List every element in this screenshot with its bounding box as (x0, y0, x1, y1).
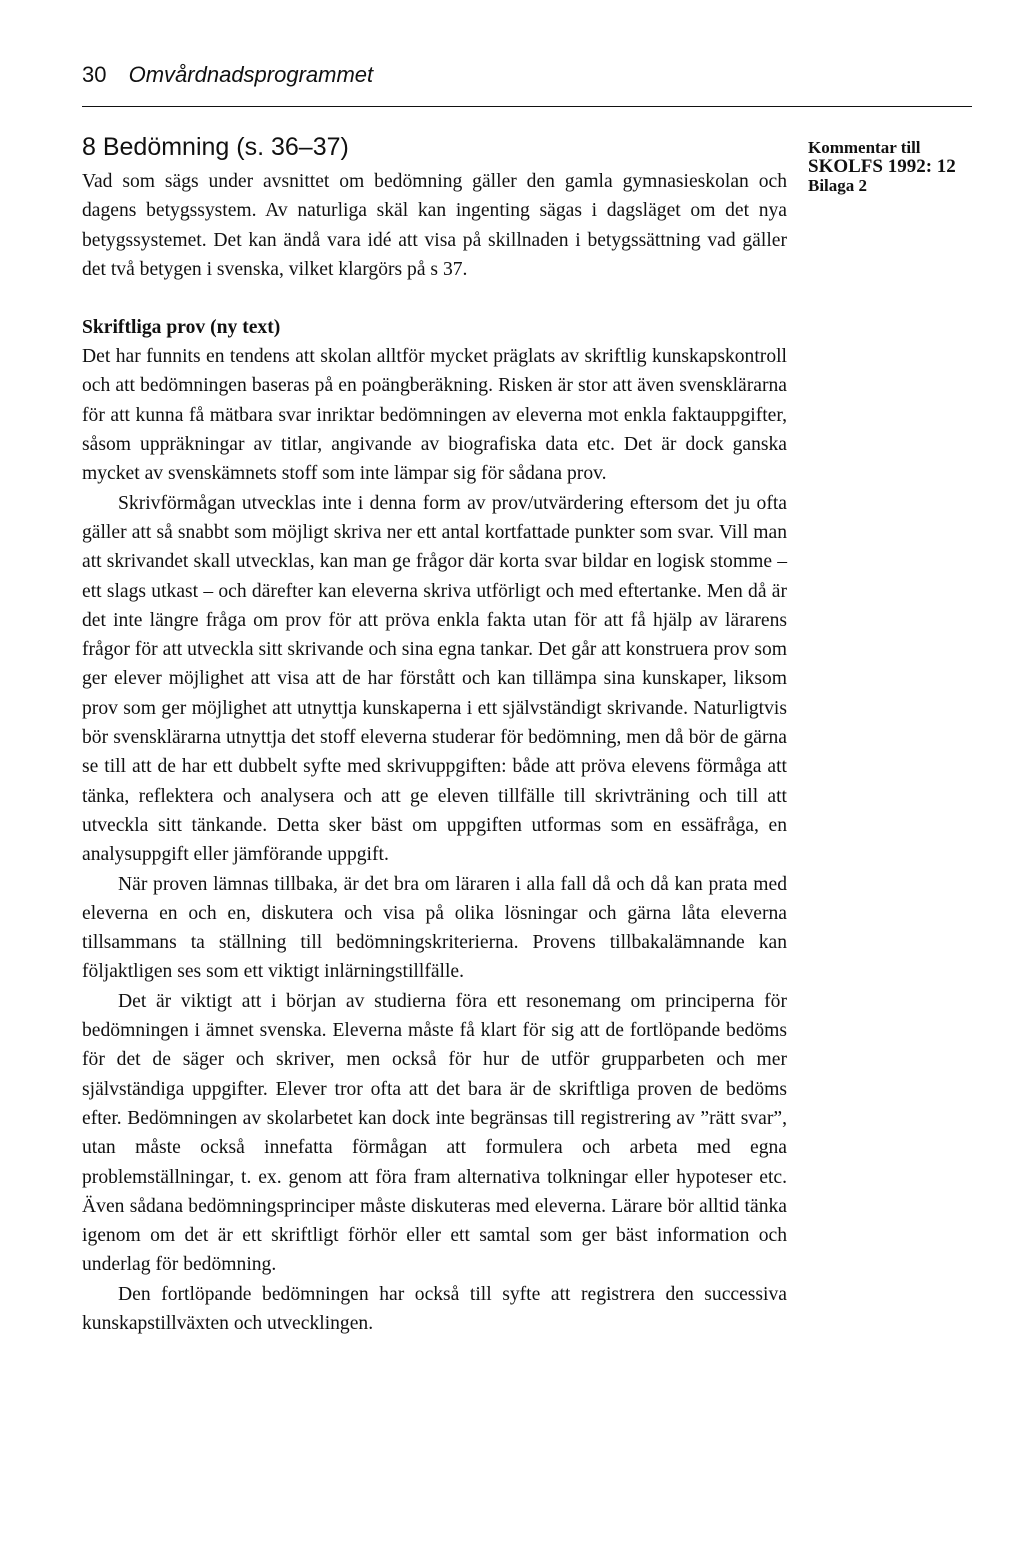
paragraph-3: När proven lämnas tillbaka, är det bra om läraren i alla fall då och då kan prata med eleverna en och en, diskutera och visa på olika lösningar och gärna låta eleverna tillsammans ta ställning till bedömningskriterierna. Provens tillbakalämnande kan följaktligen ses som ett viktigt inlärningstillfälle. (82, 873, 787, 983)
running-title: Omvårdnadsprogrammet (128, 62, 374, 87)
main-column (82, 132, 787, 1338)
section-intro: Vad som sägs under avsnittet om bedömning gäller den gamla gymnasieskolan och dagens betygssystem. Av naturliga skäl kan ingenting sägas i dagsläget om det nya betygssystemet. Det kan ändå vara idé att visa på skillnaden i betygssättning vad gäller det två betygen i svenska, vilket klargörs på s 37. (82, 171, 787, 280)
section-title: 8 Bedömning (s. 36–37) (82, 133, 349, 161)
margin-note-line-2: SKOLFS 1992: 12 (808, 156, 956, 177)
paragraph-2: Skrivförmågan utvecklas inte i denna form av prov/utvärdering eftersom det ju ofta gäller att så snabbt som möjligt skriva ner ett antal kortfattade punkter som svar. Vill man att skrivandet skall utvecklas, kan man ge frågor där korta svar bildar en logisk stomme – ett slags utkast – och därefter kan eleverna skriva utförligt och med eftertanke. Men då är det inte längre fråga om prov för att pröva enkla fakta utan för att få hjälp av lärarens frågor för att utveckla sitt skrivande och sina egna tankar. Det går att konstruera prov som ger elever möjlighet att visa att de har förstått och kan tillämpa sina kunskaper, liksom prov som ger möjlighet att utnyttja kunskaperna i ett självständigt skrivande. Naturligtvis bör svensklärarna utnyttja det stoff eleverna studerar för bedömning, men då bör de gärna se till att de har ett dubbelt syfte med skrivuppgiften: både att pröva elevens förmåga att tänka, reflektera och analysera och att ge eleven tillfälle till skrivträning och till att utveckla sitt tänkande. Detta sker bäst om uppgiften utformas som en essäfråga, en analysuppgift eller jämförande uppgift. (82, 492, 787, 866)
page-number: 30 (82, 62, 107, 87)
margin-note (808, 138, 978, 195)
subsection-title: Skriftliga prov (ny text) (82, 317, 281, 339)
paragraph-4: Det är viktigt att i början av studierna föra ett resonemang om principerna för bedömningen i ämnet svenska. Eleverna måste få klart för sig att de fortlöpande bedöms för det de säger och skriver, men också för hur de utför grupparbeten och mer självständiga uppgifter. Elever tror ofta att det bara är de skriftliga proven de bedöms efter. Bedömningen av skolarbetet kan dock inte begränsas till registrering av ”rätt svar”, utan måste också innefatta förmågan att formulera och arbeta med egna problemställningar, t. ex. genom att föra fram alternativa tolkningar eller hypoteser etc. Även sådana bedömningsprinciper måste diskuteras med eleverna. Lärare bör alltid tänka igenom om det är ett skriftligt förhör eller ett samtal som ger bäst information och underlag för bedömning. (82, 990, 787, 1276)
running-header (82, 62, 373, 88)
paragraph-5: Den fortlöpande bedömningen har också till syfte att registrera den successiva kunskapstillväxten och utvecklingen. (82, 1283, 787, 1334)
margin-note-line-3: Bilaga 2 (808, 176, 868, 195)
paragraph-1: Det har funnits en tendens att skolan alltför mycket präglats av skriftlig kunskapskontroll och att bedömningen baseras på en poängberäkning. Risken är stor att även svensklärarna för att kunna få mätbara svar inriktar bedömningen av eleverna mot enkla faktauppgifter, såsom uppräkningar av titlar, angivande av biografiska data etc. Det är dock ganska mycket av svenskämnets stoff som inte lämpar sig för sådana prov. (82, 346, 787, 485)
header-rule (82, 106, 972, 107)
margin-note-line-1: Kommentar till (808, 138, 921, 157)
